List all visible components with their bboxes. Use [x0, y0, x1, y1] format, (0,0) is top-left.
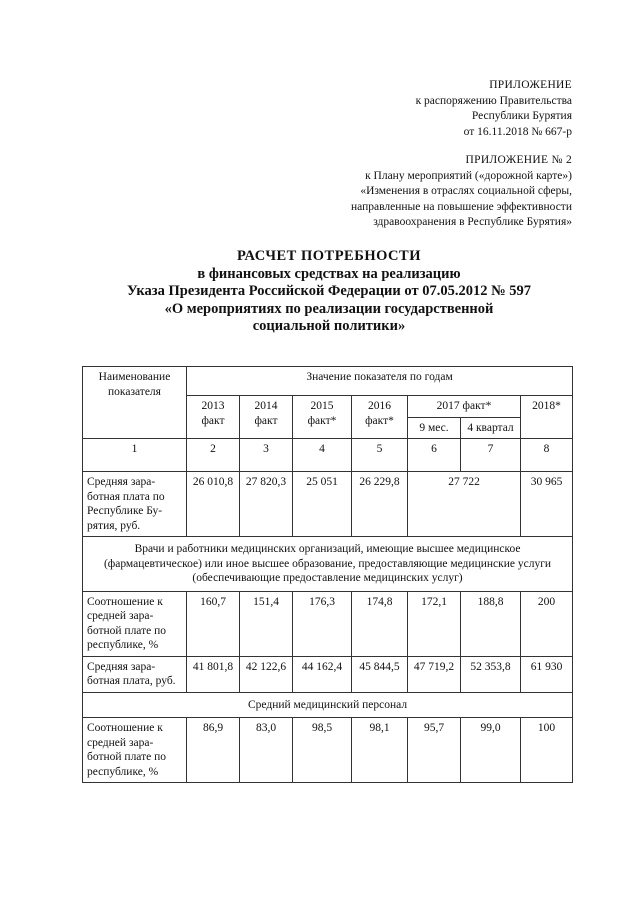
cell-2018: 30 965	[521, 472, 573, 537]
header-year-2017: 2017 факт*	[408, 396, 521, 418]
funding-table	[82, 366, 573, 783]
table-header-row	[83, 367, 573, 396]
appendix-line: здравоохранения в Республике Бурятия»	[373, 216, 572, 228]
column-number: 4	[293, 439, 352, 472]
cell-2015: 44 162,4	[293, 656, 352, 692]
column-number: 1	[83, 439, 187, 472]
cell-2014: 83,0	[240, 718, 293, 783]
section-title: Средний медицинский персонал	[83, 692, 573, 718]
cell-2017-q4: 99,0	[461, 718, 521, 783]
table-row-doctors-salary	[83, 656, 573, 692]
column-number: 5	[352, 439, 408, 472]
cell-2017: 27 722	[408, 472, 521, 537]
appendix-line: Республики Бурятия	[471, 110, 572, 122]
section-row-doctors	[83, 537, 573, 592]
document-title	[100, 248, 558, 336]
cell-2018: 200	[521, 591, 573, 656]
column-number: 3	[240, 439, 293, 472]
cell-2016: 98,1	[352, 718, 408, 783]
header-year-2013: 2013 факт	[187, 396, 240, 439]
section-row-nurses	[83, 692, 573, 718]
row-label: Соотношение к средней зара-ботной плате по республике, %	[83, 591, 187, 656]
cell-2017-9-months: 172,1	[408, 591, 461, 656]
title-line: «О мероприятиях по реализации государственной	[164, 300, 494, 317]
cell-2016: 174,8	[352, 591, 408, 656]
header-year-2018: 2018*	[521, 396, 573, 439]
title-line: в финансовых средствах на реализацию	[197, 265, 461, 282]
section-title: Врачи и работники медицинских организаций, имеющие высшее медицинское (фармацевтическое) или иное высшее образование, предоставляющие медицинские услуги (обеспечивающие предоставление медицинских услуг)	[83, 537, 573, 592]
table-row-nurses-ratio	[83, 718, 573, 783]
appendix-line: «Изменения в отраслях социальной сферы,	[360, 185, 572, 197]
cell-2015: 176,3	[293, 591, 352, 656]
column-number: 7	[461, 439, 521, 472]
header-year-2014: 2014 факт	[240, 396, 293, 439]
cell-2013: 160,7	[187, 591, 240, 656]
cell-2017-9-months: 95,7	[408, 718, 461, 783]
header-name-col: Наименование показателя	[83, 367, 187, 439]
column-numbers-row	[83, 439, 573, 472]
appendix-header-order	[416, 78, 572, 140]
table-row-doctors-ratio	[83, 591, 573, 656]
table-row-average-salary	[83, 472, 573, 537]
title-line: социальной политики»	[252, 318, 406, 334]
cell-2016: 45 844,5	[352, 656, 408, 692]
row-label: Средняя зара-ботная плата, руб.	[83, 656, 187, 692]
cell-2013: 26 010,8	[187, 472, 240, 537]
title-line: Указа Президента Российской Федерации от 07.05.2012 № 597	[126, 283, 532, 299]
cell-2013: 86,9	[187, 718, 240, 783]
header-year-2015: 2015 факт*	[293, 396, 352, 439]
appendix-header-plan	[351, 153, 572, 231]
header-year-2016: 2016 факт*	[352, 396, 408, 439]
cell-2013: 41 801,8	[187, 656, 240, 692]
cell-2018: 61 930	[521, 656, 573, 692]
cell-2014: 42 122,6	[240, 656, 293, 692]
cell-2017-q4: 52 353,8	[461, 656, 521, 692]
header-2017-9-months: 9 мес.	[408, 417, 461, 439]
cell-2017-9-months: 47 719,2	[408, 656, 461, 692]
appendix-date-number: от 16.11.2018 № 667-р	[463, 125, 572, 138]
cell-2017-q4: 188,8	[461, 591, 521, 656]
column-number: 6	[408, 439, 461, 472]
row-label: Соотношение к средней зара-ботной плате по республике, %	[83, 718, 187, 783]
cell-2016: 26 229,8	[352, 472, 408, 537]
row-label: Средняя зара-ботная плата по Республике Бу-рятия, руб.	[83, 472, 187, 537]
appendix-label: ПРИЛОЖЕНИЕ № 2	[465, 154, 572, 166]
appendix-line: к распоряжению Правительства	[415, 94, 572, 107]
appendix-label: ПРИЛОЖЕНИЕ	[489, 79, 572, 91]
cell-2014: 151,4	[240, 591, 293, 656]
column-number: 2	[187, 439, 240, 472]
header-2017-q4: 4 квартал	[461, 417, 521, 439]
appendix-line: направленные на повышение эффективности	[350, 200, 572, 213]
cell-2014: 27 820,3	[240, 472, 293, 537]
header-years-group: Значение показателя по годам	[187, 367, 573, 396]
cell-2015: 25 051	[293, 472, 352, 537]
column-number: 8	[521, 439, 573, 472]
cell-2018: 100	[521, 718, 573, 783]
appendix-line: к Плану мероприятий («дорожной карте»)	[365, 169, 572, 182]
cell-2015: 98,5	[293, 718, 352, 783]
title-line: РАСЧЕТ ПОТРЕБНОСТИ	[237, 248, 421, 264]
